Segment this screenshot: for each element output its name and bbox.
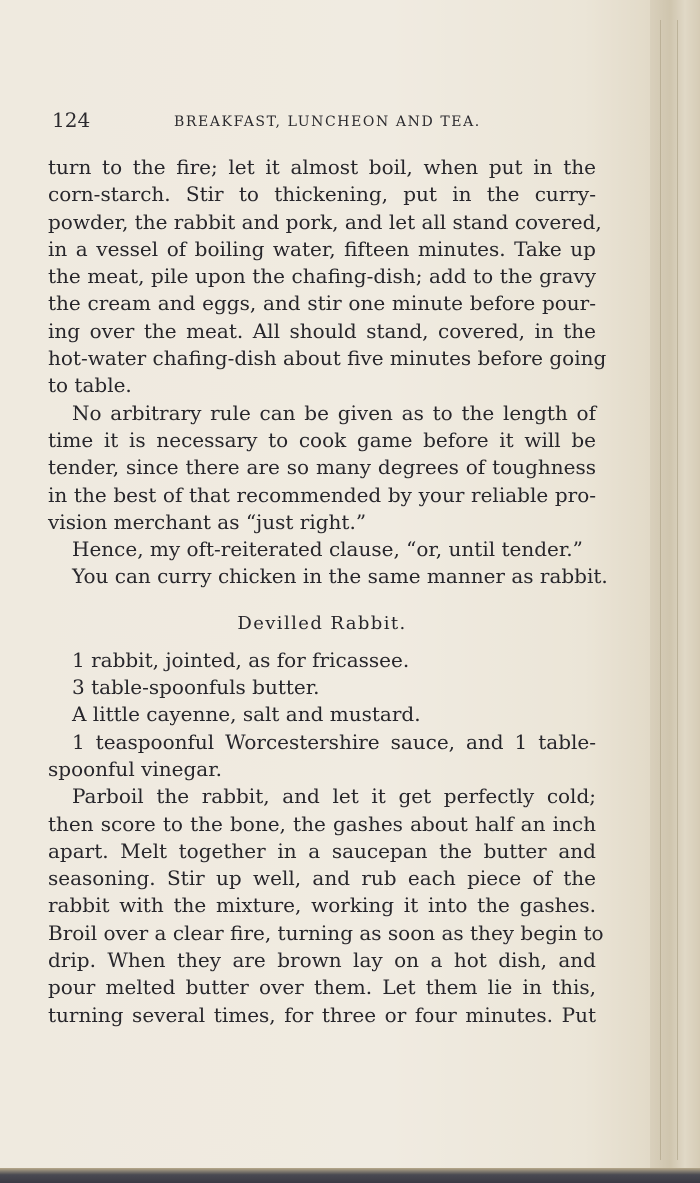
text-line: tender, since there are so many degrees of toughness (48, 455, 596, 480)
ingredient-line: 1 rabbit, jointed, as for fricassee. (72, 647, 410, 672)
gutter-edge-line (660, 20, 661, 1160)
text-line: the cream and eggs, and stir one minute before pour- (48, 291, 596, 316)
text-line: Hence, my oft-reiterated clause, “or, until tender.” (72, 537, 583, 562)
text-line: in a vessel of boiling water, fifteen minutes. Take up (48, 236, 596, 261)
text-line: hot-water chafing-dish about five minutes before going (48, 346, 607, 371)
ingredient-line: 1 teaspoonful Worcestershire sauce, and 1 table- (72, 729, 596, 754)
text-line: turn to the fire; let it almost boil, when put in the (48, 155, 596, 179)
text-line: rabbit with the mixture, working it into the gashes. (48, 893, 596, 918)
text-line: then score to the bone, the gashes about half an inch (48, 811, 596, 836)
ingredient-line: A little cayenne, salt and mustard. (72, 702, 421, 727)
text-line: apart. Melt together in a saucepan the butter and (48, 838, 596, 863)
ingredient-line: 3 table-spoonfuls butter. (72, 675, 320, 700)
page-body (48, 154, 608, 1029)
text-line: seasoning. Stir up well, and rub each piece of the (48, 866, 596, 891)
book-gutter (650, 0, 700, 1183)
text-line: powder, the rabbit and pork, and let all stand covered, (48, 209, 602, 234)
text-line: turning several times, for three or four minutes. Put (48, 1002, 596, 1027)
page-number: 124 (52, 108, 91, 132)
gutter-edge-line (677, 20, 678, 1160)
text-line: in the best of that recommended by your reliable pro- (48, 482, 596, 507)
ingredient-line: spoonful vinegar. (48, 756, 222, 781)
recipe-heading: Devilled Rabbit. (237, 612, 407, 634)
text-line: vision merchant as “just right.” (48, 509, 367, 534)
text-line: the meat, pile upon the chafing-dish; add to the gravy (48, 264, 596, 289)
text-line: corn-starch. Stir to thickening, put in the curry- (48, 182, 596, 207)
text-line: Parboil the rabbit, and let it get perfectly cold; (72, 784, 596, 809)
text-line: Broil over a clear fire, turning as soon as they begin to (48, 920, 604, 945)
running-title: BREAKFAST, LUNCHEON AND TEA. (174, 114, 481, 130)
text-line: drip. When they are brown lay on a hot dish, and (48, 948, 596, 973)
text-line: to table. (48, 373, 132, 398)
text-line: You can curry chicken in the same manner as rabbit. (72, 564, 608, 589)
text-line: pour melted butter over them. Let them lie in this, (48, 975, 596, 1000)
running-header (52, 108, 612, 134)
text-line: time it is necessary to cook game before it will be (48, 427, 596, 452)
text-line: No arbitrary rule can be given as to the length of (72, 400, 596, 425)
text-line: ing over the meat. All should stand, covered, in the (48, 318, 596, 343)
page-bottom-edge (0, 1168, 700, 1183)
